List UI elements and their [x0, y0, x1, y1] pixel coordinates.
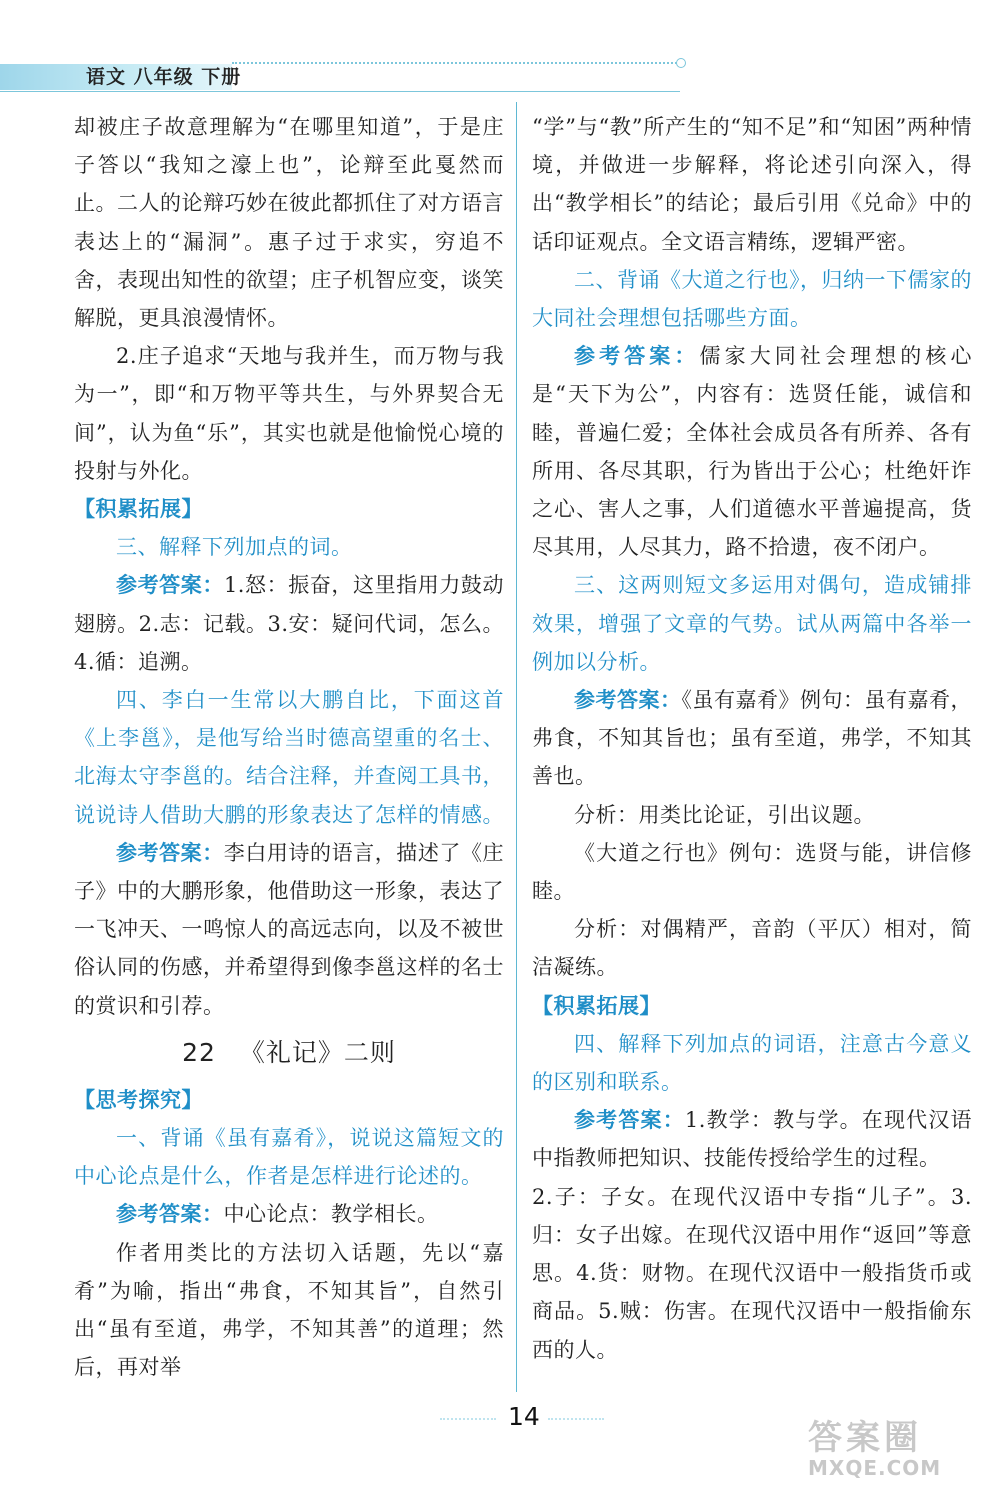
question: 四、解释下列加点的词语，注意古今意义的区别和联系。: [532, 1031, 972, 1095]
answer-label: 参考答案：: [116, 1201, 224, 1227]
question: 一、背诵《虽有嘉肴》，说说这篇短文的中心论点是什么，作者是怎样进行论述的。: [74, 1126, 504, 1189]
answer: [532, 1101, 972, 1177]
column-divider: [516, 102, 517, 1392]
lesson-title: [74, 1025, 504, 1081]
answer: [532, 681, 972, 796]
watermark-text: 答案圈: [808, 1418, 922, 1458]
page-header: [0, 58, 1000, 94]
answer-text: 中心论点：教学相长。: [223, 1202, 439, 1227]
lesson-name: 《礼记》二则: [239, 1037, 396, 1067]
watermark-url: MXQE.COM: [808, 1456, 942, 1480]
footer-decoration: [440, 1418, 496, 1420]
header-dot-icon: [676, 58, 686, 68]
paragraph: 分析：用类比论证，引出议题。: [574, 802, 875, 827]
header-dotted-line: [232, 62, 680, 64]
left-column: [74, 108, 504, 1387]
page-number: 14: [508, 1402, 540, 1431]
answer-label: 参考答案：: [116, 839, 224, 865]
header-rule: [0, 91, 680, 92]
watermark-logo: [800, 1410, 990, 1484]
question: 四、李白一生常以大鹏自比，下面这首《上李邕》，是他写给当时德高望重的名士、北海太守李邕的。结合注释，并查阅工具书，说说诗人借助大鹏的形象表达了怎样的情感。: [74, 688, 504, 827]
right-column: [532, 108, 972, 1369]
answer-text: 李白用诗的语言，描述了《庄子》中的大鹏形象，他借助这一形象，表达了一飞冲天、一鸣惊人的高远志向，以及不被世俗认同的伤感，并希望得到像李邕这样的名士的赏识和引荐。: [74, 840, 505, 1018]
paragraph: “学”与“教”所产生的“知不足”和“知困”两种情境，并做进一步解释，将论述引向深入，得出“教学相长”的结论；最后引用《兑命》中的话印证观点。全文语言精练，逻辑严密。: [532, 115, 972, 254]
answer-label: 参考答案：: [574, 1107, 685, 1133]
question: 二、背诵《大道之行也》，归纳一下儒家的大同社会理想包括哪些方面。: [532, 267, 972, 331]
paragraph: 作者用类比的方法切入话题，先以“嘉肴”为喻，指出“弗食，不知其旨”，自然引出“虽有至道，弗学，不知其善”的道理；然后，再对举: [74, 1240, 504, 1380]
section-heading: 【积累拓展】: [532, 992, 661, 1018]
paragraph: 分析：对偶精严，音韵（平仄）相对，简洁凝练。: [532, 917, 972, 980]
answer-label: 参考答案：: [574, 687, 682, 713]
question: 三、这两则短文多运用对偶句，造成铺排效果，增强了文章的气势。试从两篇中各举一例加以分析。: [532, 573, 972, 674]
paragraph: 《大道之行也》例句：选贤与能，讲信修睦。: [532, 840, 972, 904]
answer-text: 《虽有嘉肴》例句：虽有嘉肴，弗食，不知其旨也；虽有至道，弗学，不知其善也。: [532, 688, 972, 789]
answer-text: 1.怒：振奋，这里指用力鼓动翅膀。2.志：记载。3.安：疑问代词，怎么。4.循：追溯。: [74, 573, 504, 674]
answer: [74, 566, 504, 681]
header-title: 语文 八年级 下册: [86, 66, 242, 88]
lesson-number: 22: [182, 1037, 216, 1067]
answer: [532, 337, 972, 566]
paragraph: 2.庄子追求“天地与我并生，而万物与我为一”，即“和万物平等共生，与外界契合无间”，认为鱼“乐”，其实也就是他愉悦心境的投射与外化。: [74, 344, 504, 483]
answer-text: 1.教学：教与学。在现代汉语中指教师把知识、技能传授给学生的过程。: [532, 1108, 972, 1171]
section-heading: 【积累拓展】: [74, 496, 203, 522]
footer-decoration: [548, 1418, 604, 1420]
answer: [74, 1195, 504, 1233]
question: 三、解释下列加点的词。: [116, 535, 353, 560]
answer-label: 参考答案：: [116, 572, 224, 598]
paragraph: 却被庄子故意理解为“在哪里知道”，于是庄子答以“我知之濠上也”，论辩至此戛然而止。二人的论辩巧妙在彼此都抓住了对方语言表达上的“漏洞”。惠子过于求实，穷追不舍，表现出知性的欲望；庄子机智应变，谈笑解脱，更具浪漫情怀。: [74, 115, 504, 331]
answer: [74, 834, 504, 1025]
paragraph: 2.子：子女。在现代汉语中专指“儿子”。3.归：女子出嫁。在现代汉语中用作“返回”等意思。4.货：财物。在现代汉语中一般指货币或商品。5.贼：伤害。在现代汉语中一般指偷东西的人。: [532, 1184, 972, 1362]
answer-label: 参考答案：: [574, 343, 700, 369]
section-heading: 【思考探究】: [74, 1086, 203, 1112]
answer-text: 儒家大同社会理想的核心是“天下为公”，内容有：选贤任能，诚信和睦，普遍仁爱；全体社会成员各有所养、各有所用、各尽其职，行为皆出于公心；杜绝奸诈之心、害人之事，人们道德水平普遍提高，货尽其用，人尽其力，路不拾遗，夜不闭户。: [532, 344, 972, 560]
